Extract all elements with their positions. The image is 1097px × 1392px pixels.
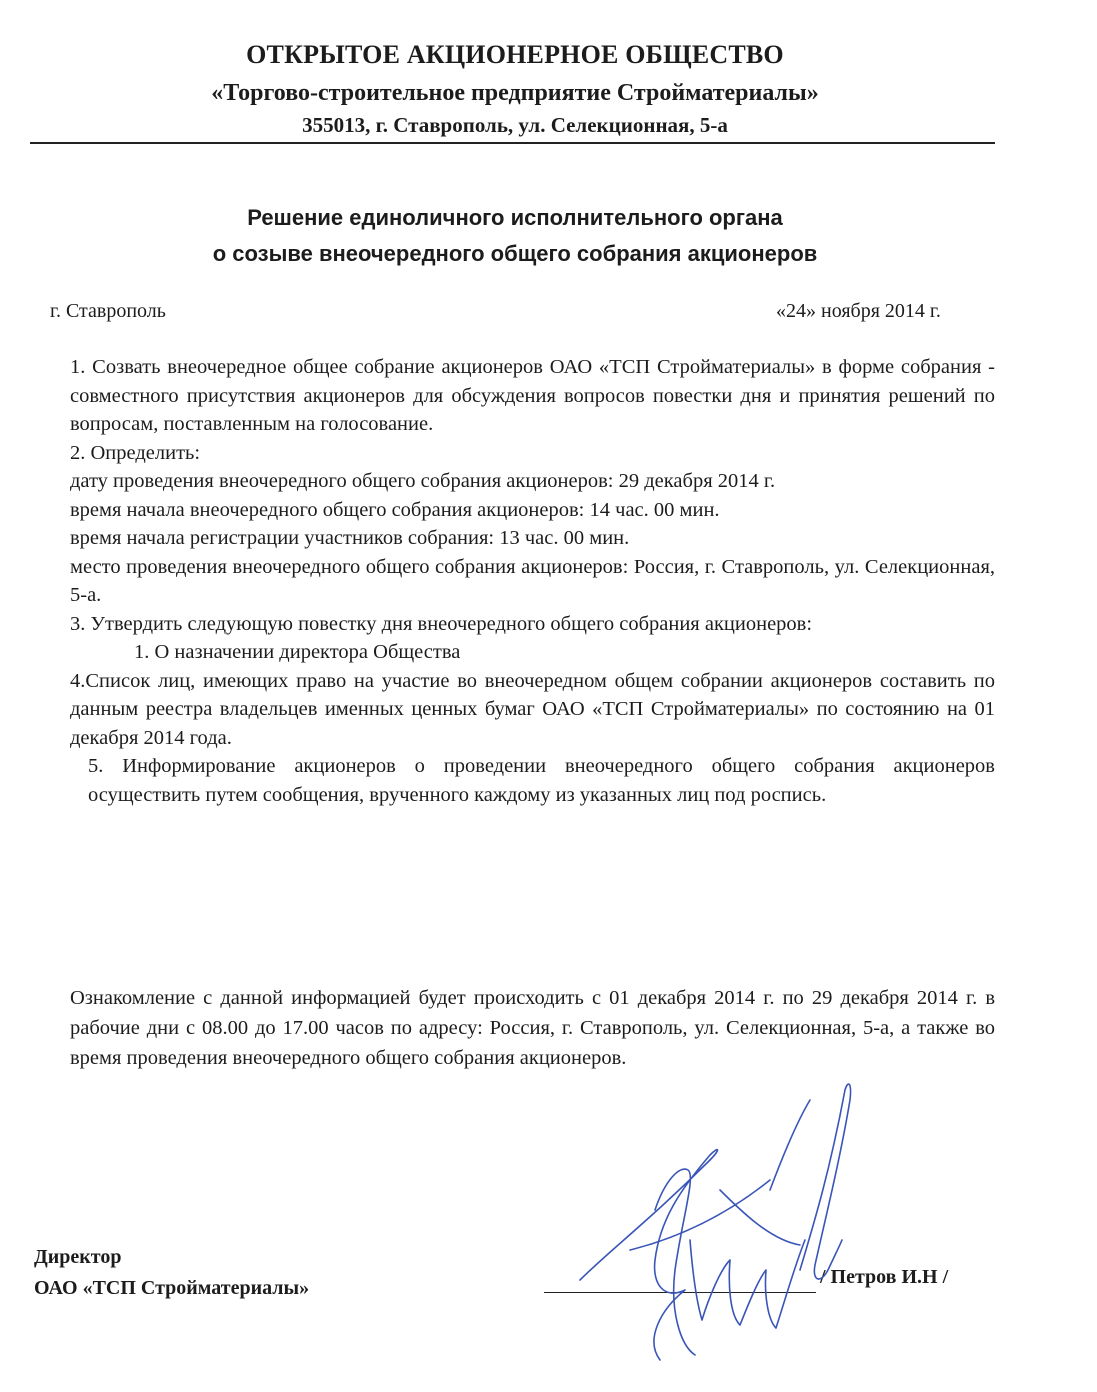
org-name: «Торгово-строительное предприятие Стройматериалы» — [211, 80, 819, 106]
information-notice: Ознакомление с данной информацией будет происходить с 01 декабря 2014 г. по 29 декабря 2014 г. в рабочие дни с 08.00 до 17.00 часов по адресу: Россия, г. Ставрополь, ул. Селекционная, 5-а, а также во время проведения внеочередного общего собрания акционеров. — [70, 987, 995, 1069]
org-type: ОТКРЫТОЕ АКЦИОНЕРНОЕ ОБЩЕСТВО — [246, 40, 784, 69]
document-date: «24» ноября 2014 г. — [776, 300, 941, 322]
handwritten-signature — [570, 1070, 880, 1370]
registration-start-time: время начала регистрации участников собрания: 13 час. 00 мин. — [70, 527, 630, 549]
document-place: г. Ставрополь — [50, 300, 166, 322]
decision-item-5: 5. Информирование акционеров о проведении внеочередного общего собрания акционеров осуществить путем сообщения, врученного каждому из указанных лиц под роспись. — [88, 755, 995, 806]
decision-item-3-heading: 3. Утвердить следующую повестку дня внеочередного общего собрания акционеров: — [70, 612, 813, 635]
signatory-company: ОАО «ТСП Стройматериалы» — [34, 1277, 310, 1299]
decision-item-2-heading: 2. Определить: — [70, 441, 201, 464]
decision-item-1: 1. Созвать внеочередное общее собрание акционеров ОАО «ТСП Стройматериалы» в форме собрания - совместного присутствия акционеров для обсуждения вопросов повестки дня и принятия решений по вопросам, поставленным на голосование. — [70, 356, 995, 435]
decision-body — [70, 353, 995, 809]
decision-item-4: 4.Список лиц, имеющих право на участие во внеочередном общем собрании акционеров составить по данным реестра владельцев именных ценных бумаг ОАО «ТСП Стройматериалы» по состоянию на 01 декабря 2014 года. — [70, 669, 995, 749]
document-title-line-1: Решение единоличного исполнительного органа — [247, 205, 783, 230]
meeting-place: место проведения внеочередного общего собрания акционеров: Россия, г. Ставрополь, ул. Селекционная, 5-а. — [70, 555, 995, 606]
signatory-role: Директор — [34, 1246, 122, 1268]
agenda-item: 1. О назначении директора Общества — [134, 641, 461, 663]
signatory-name: / Петров И.Н / — [820, 1266, 949, 1288]
header-divider — [30, 142, 995, 144]
meeting-date: дату проведения внеочередного общего собрания акционеров: 29 декабря 2014 г. — [70, 470, 776, 492]
document-title-line-2: о созыве внеочередного общего собрания акционеров — [212, 241, 818, 266]
signatory-block — [34, 1242, 309, 1304]
org-address: 355013, г. Ставрополь, ул. Селекционная, 5-а — [302, 113, 728, 137]
meeting-start-time: время начала внеочередного общего собрания акционеров: 14 час. 00 мин. — [70, 498, 720, 521]
